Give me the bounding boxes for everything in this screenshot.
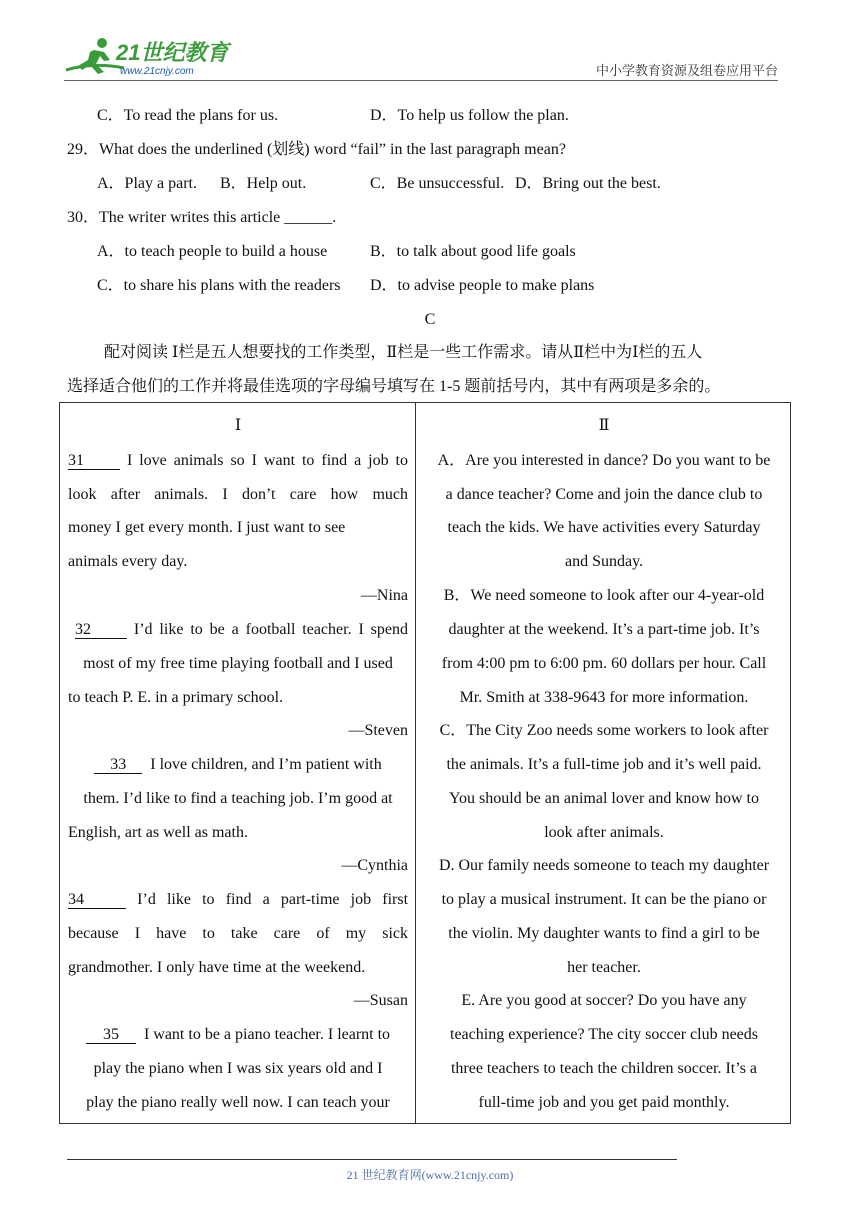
option-b-line-1: B．We need someone to look after our 4-year-old — [443, 587, 765, 604]
option-a-line-4: and Sunday. — [564, 553, 644, 570]
entry-33-line-2: them. I’d like to find a teaching job. I’m good at — [83, 790, 393, 807]
option-a-line-2: a dance teacher? Come and join the dance club to — [445, 486, 763, 503]
answer-blank-33[interactable]: 33 — [94, 756, 142, 774]
entry-31-line-1 — [68, 451, 408, 471]
option-d-line-2: to play a musical instrument. It can be the piano or — [441, 891, 767, 908]
q29-option-a: A．Play a part. — [97, 175, 197, 192]
option-c-line-3: You should be an animal lover and know how to — [449, 790, 759, 807]
q29-option-b: B．Help out. — [220, 175, 307, 192]
table-column-divider — [415, 402, 416, 1124]
q30-stem: 30．The writer writes this article ______. — [67, 209, 337, 226]
platform-name: 中小学教育资源及组卷应用平台 — [595, 63, 778, 78]
entry-34-line-2: because I have to take care of my sick — [68, 925, 408, 942]
option-b-line-3: from 4:00 pm to 6:00 pm. 60 dollars per hour. Call — [441, 655, 767, 672]
q30-option-b: B．to talk about good life goals — [370, 243, 576, 260]
logo-url: www.21cnjy.com — [120, 66, 194, 77]
footer-rule — [67, 1159, 677, 1160]
option-e-line-3: three teachers to teach the children soccer. It’s a — [450, 1060, 758, 1077]
answer-blank-32[interactable]: 32 — [75, 621, 127, 639]
q28-option-d: D．To help us follow the plan. — [370, 107, 569, 124]
entry-34-signature: —Susan — [353, 992, 408, 1009]
entry-33-text: I love children, and I’m patient with — [150, 756, 382, 773]
answer-blank-34[interactable]: 34 — [68, 891, 126, 909]
option-a-line-1: A．Are you interested in dance? Do you want to be — [437, 452, 771, 469]
entry-32-text: I’d like to be a football teacher. I spend — [133, 621, 409, 638]
entry-31-signature: —Nina — [360, 587, 408, 604]
q29-option-d: D．Bring out the best. — [515, 175, 661, 192]
option-c-line-2: the animals. It’s a full-time job and it’s well paid. — [446, 756, 762, 773]
q29-option-c: C．Be unsuccessful. — [370, 175, 505, 192]
option-e-line-1: E. Are you good at soccer? Do you have any — [461, 992, 747, 1009]
q30-option-c: C．to share his plans with the readers — [97, 277, 341, 294]
site-logo — [64, 34, 232, 78]
entry-34-text: I’d like to find a part-time job first — [137, 891, 409, 908]
q30-option-a: A．to teach people to build a house — [97, 243, 328, 260]
option-d-line-3: the violin. My daughter wants to find a girl to be — [448, 925, 760, 942]
column-i-header: Ⅰ — [234, 417, 242, 434]
option-d-line-1: D. Our family needs someone to teach my daughter — [438, 857, 770, 874]
q30-option-d: D．to advise people to make plans — [370, 277, 595, 294]
section-letter: C — [424, 311, 436, 328]
column-ii-header: Ⅱ — [598, 417, 610, 434]
entry-35-line-1 — [68, 1025, 408, 1045]
option-e-line-4: full-time job and you get paid monthly. — [478, 1094, 730, 1111]
entry-33-line-3: English, art as well as math. — [68, 824, 248, 841]
section-instruction-line-1: 配对阅读 Ⅰ栏是五人想要找的工作类型，Ⅱ栏是一些工作需求。请从Ⅱ栏中为Ⅰ栏的五人 — [104, 344, 703, 361]
option-c-line-4: look after animals. — [544, 824, 664, 841]
entry-31-text: I love animals so I want to find a job to — [126, 452, 408, 469]
entry-33-signature: —Cynthia — [341, 857, 408, 874]
entry-32-line-1 — [75, 620, 408, 640]
entry-32-line-2: most of my free time playing football and I used — [83, 655, 393, 672]
entry-35-line-3: play the piano really well now. I can teach your — [86, 1094, 390, 1111]
answer-blank-35[interactable]: 35 — [86, 1026, 136, 1044]
runner-logo-icon — [64, 34, 232, 78]
option-d-line-4: her teacher. — [567, 959, 641, 976]
q28-option-c: C．To read the plans for us. — [97, 107, 279, 124]
logo-text: 21世纪教育 — [116, 40, 229, 65]
entry-31-line-4: animals every day. — [68, 553, 188, 570]
q29-stem: 29．What does the underlined (划线) word “fail” in the last paragraph mean? — [67, 141, 566, 158]
entry-31-line-3: money I get every month. I just want to see — [68, 519, 346, 536]
entry-33-line-1 — [68, 755, 408, 775]
entry-32-signature: —Steven — [348, 722, 408, 739]
option-e-line-2: teaching experience? The city soccer club needs — [450, 1026, 758, 1043]
entry-35-line-2: play the piano when I was six years old and I — [93, 1060, 383, 1077]
header-rule — [64, 80, 778, 81]
entry-32-line-3: to teach P. E. in a primary school. — [68, 689, 284, 706]
option-b-line-2: daughter at the weekend. It’s a part-time job. It’s — [448, 621, 760, 638]
option-a-line-3: teach the kids. We have activities every Saturday — [447, 519, 761, 536]
option-c-line-1: C．The City Zoo needs some workers to look after — [439, 722, 769, 739]
entry-31-line-2: look after animals. I don’t care how much — [68, 486, 408, 503]
entry-35-text: I want to be a piano teacher. I learnt to — [143, 1026, 391, 1043]
option-b-line-4: Mr. Smith at 338-9643 for more information. — [459, 689, 749, 706]
entry-34-line-3: grandmother. I only have time at the weekend. — [68, 959, 366, 976]
section-instruction-line-2: 选择适合他们的工作并将最佳选项的字母编号填写在 1-5 题前括号内，其中有两项是多余的。 — [67, 378, 721, 395]
answer-blank-31[interactable]: 31 — [68, 452, 120, 470]
footer-text: 21 世纪教育网(www.21cnjy.com) — [346, 1168, 514, 1182]
entry-34-line-1 — [68, 890, 408, 910]
